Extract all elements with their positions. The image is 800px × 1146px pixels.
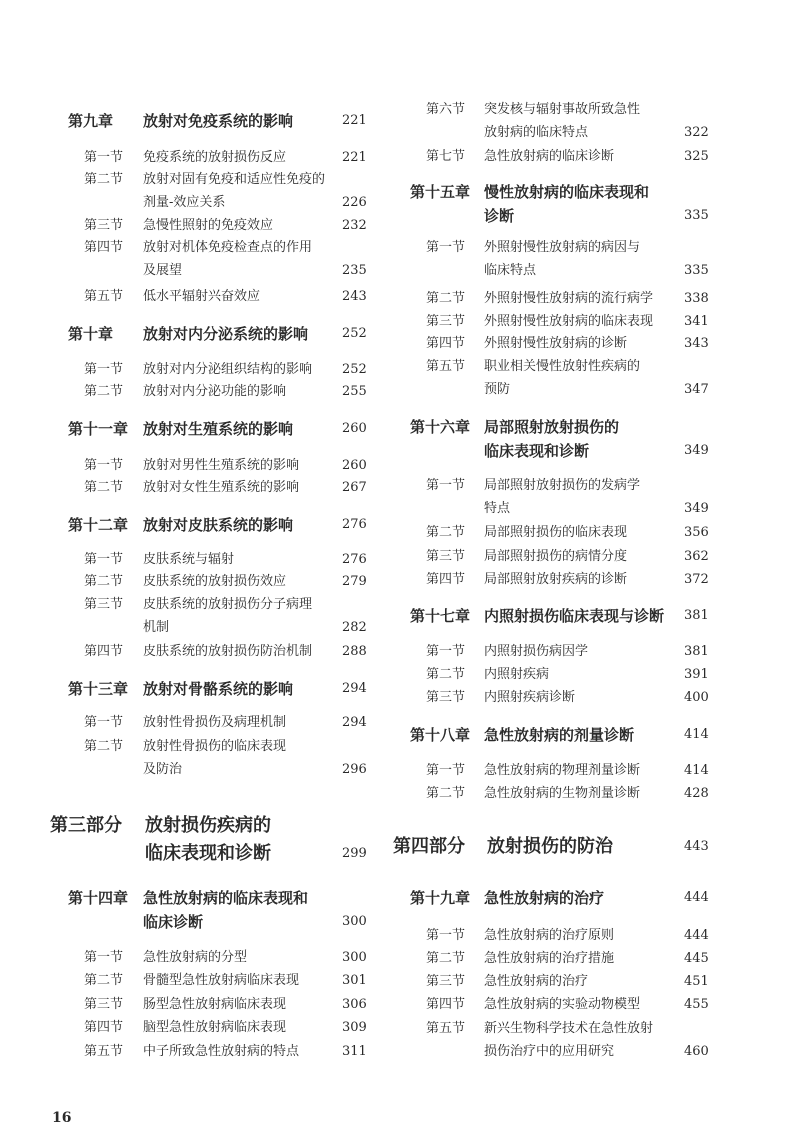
toc-title-line: 急性放射病的临床表现和 — [143, 889, 309, 907]
toc-title-line: 新兴生物科学技术在急性放射 — [484, 1021, 654, 1036]
toc-title-line: 临床诊断 — [143, 913, 204, 931]
toc-section-label: 第四节 — [426, 997, 466, 1012]
toc-page-number: 260 — [342, 421, 367, 436]
toc-section-label: 第二节 — [84, 739, 124, 754]
toc-title-line: 放射性骨损伤的临床表现 — [143, 739, 287, 754]
toc-page-number: 414 — [684, 727, 709, 742]
toc-title-line: 外照射慢性放射病的临床表现 — [484, 314, 654, 329]
toc-page-number: 255 — [342, 384, 367, 399]
toc-title-line: 低水平辐射兴奋效应 — [143, 289, 261, 304]
toc-section-title — [484, 332, 627, 355]
toc-page-number: 294 — [342, 681, 367, 696]
toc-section-label: 第二节 — [84, 384, 124, 399]
toc-title-line: 急性放射病的生物剂量诊断 — [484, 786, 641, 801]
toc-title-line: 皮肤系统的放射损伤防治机制 — [143, 644, 313, 659]
toc-title-line: 皮肤系统的放射损伤分子病理 — [143, 597, 313, 612]
toc-page-number: 444 — [684, 928, 709, 943]
toc-title-line: 放射对生殖系统的影响 — [143, 420, 294, 438]
toc-section-title — [143, 640, 312, 663]
toc-section-title — [143, 168, 325, 214]
toc-section-label: 第五节 — [426, 1021, 466, 1036]
toc-page-number: 347 — [684, 382, 709, 397]
toc-page-number: 279 — [342, 574, 367, 589]
toc-page-number: 444 — [684, 890, 709, 905]
toc-section-label: 第三节 — [84, 218, 124, 233]
toc-page-number: 325 — [684, 149, 709, 164]
toc-title-line: 骨髓型急性放射病临床表现 — [143, 973, 300, 988]
toc-page-number: 349 — [684, 443, 709, 458]
toc-chapter-label: 第十四章 — [68, 889, 129, 907]
toc-section-label: 第三节 — [84, 597, 124, 612]
toc-section-title — [484, 474, 640, 520]
toc-page-number: 309 — [342, 1020, 367, 1035]
toc-title-line: 内照射损伤临床表现与诊断 — [484, 607, 665, 625]
toc-chapter-label: 第十三章 — [68, 680, 129, 698]
toc-section-title — [484, 640, 588, 663]
toc-page-number: 296 — [342, 762, 367, 777]
toc-section-label: 第四节 — [84, 1020, 124, 1035]
toc-page-number: 299 — [342, 846, 367, 861]
toc-section-title — [484, 663, 549, 686]
toc-part-label: 第四部分 — [393, 836, 465, 857]
toc-section-title — [143, 711, 286, 734]
toc-title-line: 局部照射放射损伤的 — [484, 418, 620, 436]
toc-section-title — [143, 454, 299, 477]
toc-page-number: 322 — [684, 125, 709, 140]
toc-chapter-label: 第九章 — [68, 112, 114, 130]
toc-section-title — [143, 380, 286, 403]
toc-section-title — [143, 476, 299, 499]
toc-section-title — [143, 285, 260, 308]
toc-page-number: 335 — [684, 208, 709, 223]
toc-section-title — [484, 310, 653, 333]
toc-section-title — [484, 98, 640, 144]
toc-section-title — [143, 1040, 299, 1063]
toc-page-number: 381 — [684, 644, 709, 659]
toc-section-title — [143, 593, 312, 639]
toc-page-number: 221 — [342, 113, 367, 128]
toc-section-title — [143, 946, 247, 969]
toc-title-line: 慢性放射病的临床表现和 — [484, 183, 650, 201]
toc-page-number: 341 — [684, 314, 709, 329]
toc-section-label: 第二节 — [84, 973, 124, 988]
toc-chapter-label: 第十六章 — [410, 418, 471, 436]
toc-page-number: 362 — [684, 549, 709, 564]
toc-page-number: 252 — [342, 362, 367, 377]
toc-section-title — [143, 214, 273, 237]
toc-chapter-title — [143, 322, 308, 346]
toc-section-label: 第七节 — [426, 149, 466, 164]
toc-section-title — [143, 969, 299, 992]
toc-section-title — [484, 236, 640, 282]
toc-section-label: 第四节 — [426, 572, 466, 587]
toc-title-line: 局部照射放射疾病的诊断 — [484, 572, 628, 587]
toc-part-title — [487, 833, 613, 861]
toc-title-line: 急性放射病的治疗 — [484, 889, 605, 907]
toc-page-number: 306 — [342, 997, 367, 1012]
toc-chapter-title — [143, 417, 293, 441]
toc-chapter-label: 第十章 — [68, 325, 114, 343]
toc-title-line: 急性放射病的治疗原则 — [484, 928, 615, 943]
toc-page-number: 455 — [684, 997, 709, 1012]
toc-section-label: 第四节 — [84, 240, 124, 255]
toc-section-title — [484, 521, 627, 544]
toc-title-line: 皮肤系统与辐射 — [143, 552, 235, 567]
toc-title-line: 急性放射病的物理剂量诊断 — [484, 763, 641, 778]
toc-title-line: 内照射疾病 — [484, 667, 550, 682]
toc-chapter-title — [143, 513, 293, 537]
toc-title-line: 临床特点 — [484, 263, 537, 278]
toc-title-line: 放射对固有免疫和适应性免疫的 — [143, 172, 326, 187]
toc-title-line: 外照射慢性放射病的诊断 — [484, 336, 628, 351]
toc-section-label: 第五节 — [84, 1044, 124, 1059]
toc-chapter-title — [484, 886, 604, 910]
toc-chapter-label: 第十一章 — [68, 420, 129, 438]
toc-section-label: 第二节 — [84, 574, 124, 589]
toc-section-label: 第二节 — [84, 480, 124, 495]
toc-section-title — [143, 993, 286, 1016]
toc-page-number: 372 — [684, 572, 709, 587]
toc-title-line: 急性放射病的临床诊断 — [484, 149, 615, 164]
toc-section-label: 第五节 — [84, 289, 124, 304]
toc-title-line: 内照射疾病诊断 — [484, 690, 576, 705]
toc-section-title — [143, 735, 286, 781]
toc-page-number: 243 — [342, 289, 367, 304]
toc-title-line: 脑型急性放射病临床表现 — [143, 1020, 287, 1035]
toc-section-label: 第五节 — [426, 359, 466, 374]
toc-section-title — [484, 287, 653, 310]
toc-section-title — [143, 548, 234, 571]
toc-chapter-title — [143, 109, 293, 133]
toc-page-number: 428 — [684, 786, 709, 801]
toc-section-label: 第三节 — [426, 690, 466, 705]
toc-section-title — [484, 1017, 653, 1063]
toc-title-line: 及防治 — [143, 762, 183, 777]
toc-chapter-label: 第十七章 — [410, 607, 471, 625]
toc-page-number: 288 — [342, 644, 367, 659]
toc-section-label: 第一节 — [426, 928, 466, 943]
toc-title-line: 急性放射病的分型 — [143, 950, 248, 965]
toc-title-line: 放射对免疫系统的影响 — [143, 112, 294, 130]
toc-title-line: 放射损伤的防治 — [487, 836, 613, 857]
toc-section-label: 第一节 — [426, 763, 466, 778]
toc-page-number: 338 — [684, 291, 709, 306]
toc-section-title — [484, 759, 640, 782]
toc-section-title — [143, 146, 286, 169]
toc-page-number: 267 — [342, 480, 367, 495]
toc-title-line: 临床表现和诊断 — [484, 442, 590, 460]
toc-section-label: 第一节 — [84, 150, 124, 165]
toc-chapter-title — [484, 604, 664, 628]
toc-page-number: 226 — [342, 195, 367, 210]
toc-section-title — [484, 545, 627, 568]
toc-section-title — [484, 970, 588, 993]
toc-section-label: 第三节 — [426, 974, 466, 989]
toc-chapter-title — [484, 415, 619, 463]
toc-title-line: 中子所致急性放射病的特点 — [143, 1044, 300, 1059]
toc-section-title — [484, 355, 640, 401]
toc-page-number: 349 — [684, 501, 709, 516]
toc-title-line: 损伤治疗中的应用研究 — [484, 1044, 615, 1059]
toc-section-title — [143, 358, 312, 381]
toc-section-title — [484, 568, 627, 591]
toc-title-line: 职业相关慢性放射性疾病的 — [484, 359, 641, 374]
toc-title-line: 急性放射病的治疗 — [484, 974, 589, 989]
toc-title-line: 放射损伤疾病的 — [145, 815, 271, 836]
toc-section-title — [484, 686, 575, 709]
toc-title-line: 及展望 — [143, 263, 183, 278]
toc-section-title — [484, 924, 614, 947]
toc-title-line: 放射对内分泌功能的影响 — [143, 384, 287, 399]
toc-page-number: 381 — [684, 608, 709, 623]
toc-page-number: 276 — [342, 517, 367, 532]
toc-title-line: 急慢性照射的免疫效应 — [143, 218, 274, 233]
toc-section-label: 第一节 — [426, 644, 466, 659]
toc-chapter-title — [143, 886, 308, 934]
toc-page-number: 282 — [342, 620, 367, 635]
toc-chapter-label: 第十五章 — [410, 183, 471, 201]
toc-section-label: 第三节 — [426, 549, 466, 564]
toc-title-line: 临床表现和诊断 — [145, 843, 271, 864]
toc-title-line: 放射性骨损伤及病理机制 — [143, 715, 287, 730]
toc-title-line: 局部照射放射损伤的发病学 — [484, 478, 641, 493]
toc-page-number: 451 — [684, 974, 709, 989]
toc-page-number: 356 — [684, 525, 709, 540]
toc-page-number: 414 — [684, 763, 709, 778]
toc-title-line: 免疫系统的放射损伤反应 — [143, 150, 287, 165]
toc-section-label: 第二节 — [426, 667, 466, 682]
toc-title-line: 机制 — [143, 620, 170, 635]
toc-section-label: 第二节 — [426, 786, 466, 801]
toc-section-title — [143, 1016, 286, 1039]
toc-title-line: 局部照射损伤的病情分度 — [484, 549, 628, 564]
toc-title-line: 放射对机体免疫检查点的作用 — [143, 240, 313, 255]
toc-page-number: 400 — [684, 690, 709, 705]
toc-section-label: 第一节 — [84, 458, 124, 473]
toc-page-number: 232 — [342, 218, 367, 233]
toc-chapter-title — [484, 723, 634, 747]
toc-title-line: 放射对内分泌组织结构的影响 — [143, 362, 313, 377]
toc-section-title — [484, 993, 640, 1016]
toc-title-line: 外照射慢性放射病的流行病学 — [484, 291, 654, 306]
page-number: 16 — [52, 1110, 72, 1126]
toc-title-line: 特点 — [484, 501, 511, 516]
toc-page-number: 460 — [684, 1044, 709, 1059]
toc-section-label: 第三节 — [426, 314, 466, 329]
toc-page-number: 445 — [684, 951, 709, 966]
toc-part-title — [145, 812, 271, 868]
toc-section-label: 第一节 — [84, 715, 124, 730]
toc-page-number: 300 — [342, 914, 367, 929]
toc-page-number: 276 — [342, 552, 367, 567]
toc-page-number: 260 — [342, 458, 367, 473]
toc-title-line: 放射对女性生殖系统的影响 — [143, 480, 300, 495]
toc-title-line: 急性放射病的治疗措施 — [484, 951, 615, 966]
toc-section-label: 第三节 — [84, 997, 124, 1012]
toc-section-title — [484, 145, 614, 168]
toc-title-line: 急性放射病的实验动物模型 — [484, 997, 641, 1012]
toc-page-number: 294 — [342, 715, 367, 730]
toc-section-label: 第二节 — [84, 172, 124, 187]
toc-page-number: 252 — [342, 326, 367, 341]
toc-section-label: 第二节 — [426, 291, 466, 306]
toc-section-label: 第一节 — [426, 240, 466, 255]
toc-section-title — [484, 947, 614, 970]
toc-page-number: 343 — [684, 336, 709, 351]
toc-chapter-title — [484, 180, 649, 228]
toc-section-label: 第一节 — [84, 552, 124, 567]
toc-section-title — [143, 236, 312, 282]
toc-page-number: 335 — [684, 263, 709, 278]
toc-page-number: 443 — [684, 839, 709, 854]
toc-page-number: 311 — [342, 1044, 367, 1059]
toc-title-line: 放射对皮肤系统的影响 — [143, 516, 294, 534]
toc-title-line: 预防 — [484, 382, 511, 397]
toc-section-label: 第四节 — [426, 336, 466, 351]
toc-section-label: 第一节 — [84, 362, 124, 377]
toc-title-line: 放射病的临床特点 — [484, 125, 589, 140]
toc-chapter-label: 第十二章 — [68, 516, 129, 534]
toc-section-title — [143, 570, 286, 593]
toc-title-line: 突发核与辐射事故所致急性 — [484, 102, 641, 117]
toc-title-line: 放射对骨骼系统的影响 — [143, 680, 294, 698]
toc-section-label: 第二节 — [426, 951, 466, 966]
toc-title-line: 局部照射损伤的临床表现 — [484, 525, 628, 540]
toc-chapter-label: 第十八章 — [410, 726, 471, 744]
toc-page-number: 221 — [342, 150, 367, 165]
toc-chapter-label: 第十九章 — [410, 889, 471, 907]
toc-title-line: 肠型急性放射病临床表现 — [143, 997, 287, 1012]
toc-section-title — [484, 782, 640, 805]
toc-page-number: 301 — [342, 973, 367, 988]
toc-title-line: 诊断 — [484, 207, 515, 225]
toc-title-line: 皮肤系统的放射损伤效应 — [143, 574, 287, 589]
toc-page-number: 391 — [684, 667, 709, 682]
toc-page-number: 300 — [342, 950, 367, 965]
toc-section-label: 第一节 — [84, 950, 124, 965]
toc-title-line: 放射对男性生殖系统的影响 — [143, 458, 300, 473]
toc-part-label: 第三部分 — [50, 815, 122, 836]
toc-chapter-title — [143, 677, 293, 701]
toc-title-line: 外照射慢性放射病的病因与 — [484, 240, 641, 255]
toc-section-label: 第六节 — [426, 102, 466, 117]
toc-title-line: 放射对内分泌系统的影响 — [143, 325, 309, 343]
toc-title-line: 剂量-效应关系 — [143, 195, 226, 210]
toc-section-label: 第一节 — [426, 478, 466, 493]
toc-title-line: 急性放射病的剂量诊断 — [484, 726, 635, 744]
toc-section-label: 第二节 — [426, 525, 466, 540]
toc-section-label: 第四节 — [84, 644, 124, 659]
toc-title-line: 内照射损伤病因学 — [484, 644, 589, 659]
toc-page-number: 235 — [342, 263, 367, 278]
